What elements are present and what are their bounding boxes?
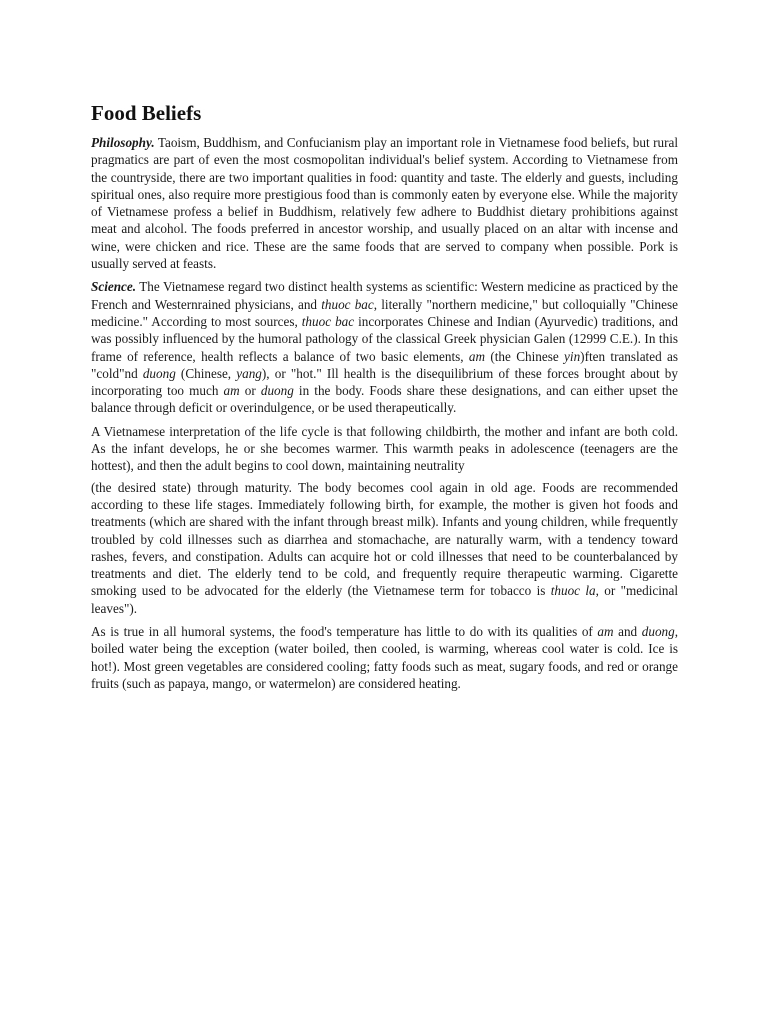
paragraph-text: (the Chinese xyxy=(485,348,565,364)
italic-term: duong xyxy=(142,365,176,381)
paragraph-science xyxy=(91,278,678,416)
paragraph-text: in the body. Foods share these designations, and can either upset the balance through deficit or overindulgence, or be used therapeutically. xyxy=(91,383,678,416)
italic-term: thuoc bac xyxy=(321,296,374,312)
paragraph-text: , literally "northern medicine," but colloquially "Chinese medicine." According to most sources, xyxy=(91,296,678,329)
italic-term: duong xyxy=(260,383,294,399)
paragraph-text: ), or "hot." Ill health is the disequilibrium of these forces brought about by incorporating too much xyxy=(91,365,678,399)
paragraph-text: A Vietnamese interpretation of the life cycle is that following childbirth, the mother and infant are both cold. As the infant develops, he or she becomes warmer. This warmth peaks in adolescence (teenagers are the hottest), and then the adult begins to cool down, maintaining neutrality xyxy=(91,423,678,474)
paragraph-text: The Vietnamese regard two distinct health systems as scientific: Western medicine as practiced by the French and Westernrained physicians, and xyxy=(91,279,678,312)
paragraph-text: and xyxy=(613,624,642,640)
paragraph-lead-philosophy: Philosophy. xyxy=(91,135,155,150)
paragraph-philosophy xyxy=(91,134,678,272)
paragraph-text: Taoism, Buddhism, and Confucianism play an important role in Vietnamese food beliefs, but rural pragmatics are part of even the most cosmopolitan individual's belief system. According to Vietnamese from the countryside, there are two important qualities in food: quantity and taste. The elderly and guests, including spiritual ones, also require more prestigious food than is commonly eaten by everyone else. While the majority of Vietnamese profess a belief in Buddhism, relatively few adhere to Buddhist dietary prohibitions against meat and alcohol. The foods preferred in ancestor worship, and usually placed on an altar with incense and wine, were chicken and rice. These are the same foods that are served to company when possible. Pork is usually served at feasts. xyxy=(91,135,678,272)
paragraph-text: As is true in all humoral systems, the food's temperature has little to do with its qualities of xyxy=(91,624,598,640)
paragraph-text: (Chinese, xyxy=(175,365,237,381)
paragraph-text: or xyxy=(239,383,261,399)
italic-term: yang xyxy=(236,365,262,381)
italic-term: am xyxy=(468,348,486,364)
paragraph-life-stages xyxy=(91,479,678,617)
italic-term: am xyxy=(223,383,240,399)
italic-term: yin xyxy=(564,348,581,364)
paragraph-text: incorporates Chinese and Indian (Ayurvedic) traditions, and was possibly influenced by the humoral pathology of the classical Greek physician Galen (12999 C.E.). In this frame of reference, health reflects a balance of two basic elements, xyxy=(91,313,678,364)
italic-term: am xyxy=(597,624,614,640)
paragraph-text: )ften translated as "cold"nd xyxy=(91,348,678,381)
paragraph-life-cycle xyxy=(91,423,678,475)
italic-term: duong xyxy=(641,624,675,640)
paragraph-lead-science: Science. xyxy=(91,279,137,295)
paragraph-text: (the desired state) through maturity. The body becomes cool again in old age. Foods are recommended according to these life stages. Immediately following birth, for example, the mother is given hot foods and treatments (which are shared with the infant through breast milk). Infants and young children, while frequently troubled by cold illnesses such as diarrhea and stomachache, are naturally warm, with a tendency toward rashes, fevers, and constipation. Adults can acquire hot or cold illnesses that need to be counterbalanced by treatments and diet. The elderly tend to be cold, and frequently require therapeutic warming. Cigarette smoking used to be advocated for the elderly (the Vietnamese term for tobacco is xyxy=(91,479,678,599)
paragraph-text: , boiled water being the exception (water boiled, then cooled, is warming, whereas cool water is cold. Ice is hot!). Most green vegetables are considered cooling; fatty foods such as meat, sugary foods, and red or orange fruits (such as papaya, mango, or watermelon) are considered heating. xyxy=(91,624,679,691)
italic-term: thuoc la xyxy=(550,583,596,599)
document-page xyxy=(91,100,678,698)
paragraph-text: , or "medicinal leaves"). xyxy=(91,583,678,616)
italic-term: thuoc bac xyxy=(301,313,355,329)
paragraph-humoral-foods xyxy=(91,623,678,692)
page-title: Food Beliefs xyxy=(91,101,202,125)
